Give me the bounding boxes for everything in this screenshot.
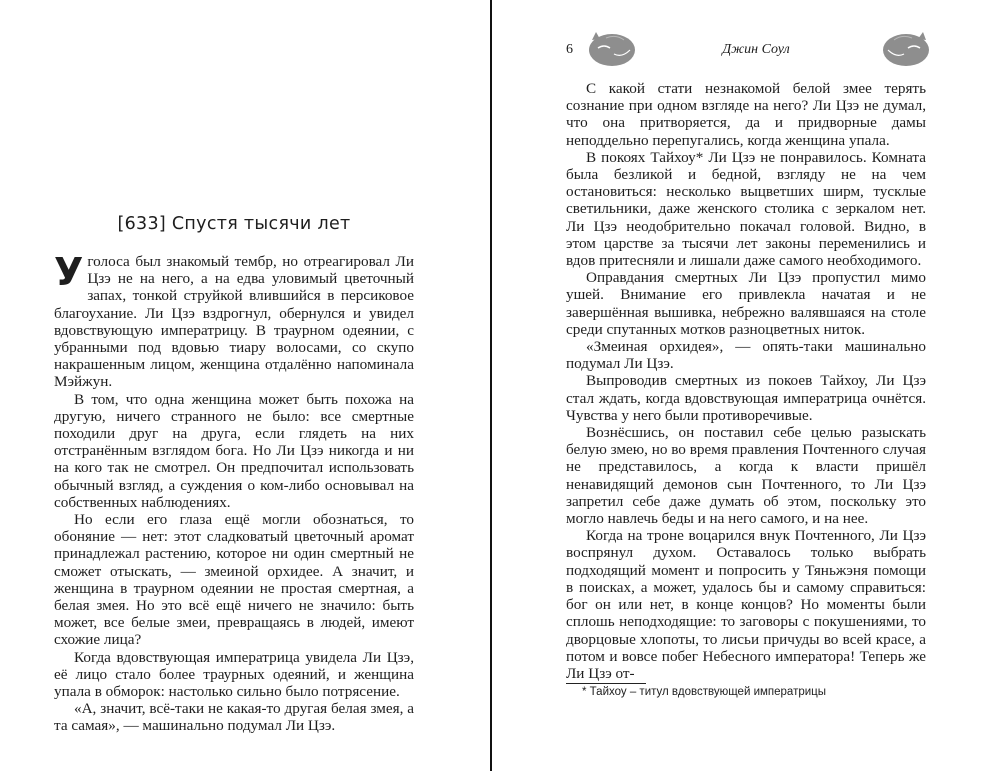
page-header <box>566 30 926 68</box>
left-text-body <box>54 250 414 735</box>
footnote: * Тайхоу – титул вдовствующей императрицы <box>582 686 827 698</box>
left-page <box>0 0 490 771</box>
chapter-title: [633] Спустя тысячи лет <box>117 214 351 234</box>
paragraph: Выпроводив смертных из покоев Тайхоу, Ли Цзэ стал ждать, когда вдовствующая императрица очнётся. Чувства у него были противоречивые. <box>566 372 926 424</box>
paragraph: Когда на троне воцарился внук Почтенного, Ли Цзэ воспрянул духом. Оставалось только выбрать подходящий момент и попросить у Тяньжэня помощи в поисках, а может, удалось бы и самому справиться: бог он или нет, в конце концов? Но моменты были сплошь неподходящие: то заговоры с покушениями, то дворцовые хлопоты, то лисьи причуды во всей красе, а потом и вовсе побег Небесного императора! Теперь же Ли Цзэ от- <box>566 527 926 682</box>
paragraph: Когда вдовствующая императрица увидела Ли Цзэ, её лицо стало более траурных одеяний, и женщина упала в обморок: настолько сильно было потрясение. <box>54 648 414 701</box>
right-text-body <box>566 80 926 682</box>
running-head-author: Джин Соул <box>722 42 790 57</box>
paragraph: В покоях Тайхоу* Ли Цзэ не понравилось. Комната была безликой и бедной, взгляду не на чем остановиться: несколько выцветших ширм, тусклые светильники, даже женского столика с зеркалом нет. Ли Цзэ неодобрительно покачал головой. Видно, в этом царстве за тысячи лет законы переменились и вдов притесняли и лишали даже самого необходимого. <box>566 148 926 270</box>
paragraph: Вознёсшись, он поставил себе целью разыскать белую змею, но во время правления Почтенного случая не представилось, а когда к власти пришёл ненавидящий демонов сын Почтенного, то Ли Цзэ запретил себе даже думать об этом, поскольку это могло навлечь беды и на него самого, и на нее. <box>566 424 926 528</box>
paragraph: Оправдания смертных Ли Цзэ пропустил мимо ушей. Внимание его привлекла начатая и не завершённая вышивка, небрежно валявшаяся на столе среди спутанных мотков разноцветных ниток. <box>566 269 926 338</box>
footnote-rule <box>566 683 646 684</box>
drop-cap: У <box>54 250 84 294</box>
page-number: 6 <box>566 42 573 57</box>
paragraph: «Змеиная орхидея», — опять-таки машинально подумал Ли Цзэ. <box>566 338 926 373</box>
paragraph: Но если его глаза ещё могли обознаться, то обоняние — нет: этот сладковатый цветочный аромат принадлежал растению, которое ни один смертный не сможет отыскать, — змеиной орхидее. А значит, и женщина в траурном одеянии не простая смертная, а белая змея. Но это всё ещё ничего не значило: быть может, все белые змеи, превращаясь в людей, имеют схожие лица? <box>54 511 414 649</box>
right-page <box>492 0 981 771</box>
paragraph: Уголоса был знакомый тембр, но отреагировал Ли Цзэ не на него, а на едва уловимый цветочный запах, тонкой струйкой влившийся в персиковое благоухание. Ли Цзэ вздрогнул, обернулся и увидел вдовствующую императрицу. В траурном одеянии, с убранными под вдовью тиару волосами, со скупо накрашенным лицом, женщина отдалённо напоминала Мэйжун. <box>54 250 414 391</box>
paragraph: С какой стати незнакомой белой змее терять сознание при одном взгляде на него? Ли Цзэ не думал, что она притворяется, да и придворные дамы неподдельно перепугались, когда женщина упала. <box>566 80 926 149</box>
paragraph: «А, значит, всё-таки не какая-то другая белая змея, а та самая», — машинально подумал Ли Цзэ. <box>54 700 414 735</box>
sleeping-cat-icon <box>882 30 932 68</box>
paragraph: В том, что одна женщина может быть похожа на другую, ничего странного не было: все смертные походили друг на друга, если глядеть на них отстранённым взглядом бога. Но Ли Цзэ никогда и ни на кого так не смотрел. Он предпочитал использовать обычный взгляд, а суждения о ком-либо основывал на собственных наблюдениях. <box>54 390 414 511</box>
